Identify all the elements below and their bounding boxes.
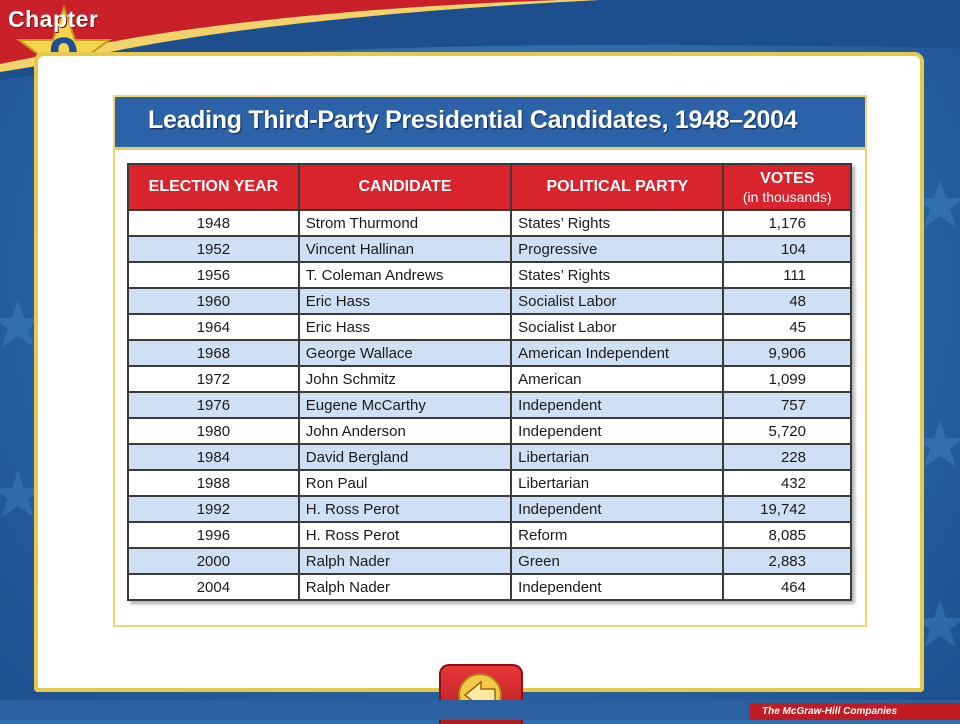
cell-votes: 228 (723, 444, 851, 470)
cell-party: Independent (511, 496, 723, 522)
table-row (128, 288, 851, 314)
table-header-row (128, 164, 851, 210)
table-row (128, 574, 851, 600)
cell-votes: 1,099 (723, 366, 851, 392)
cell-votes: 9,906 (723, 340, 851, 366)
cell-votes: 19,742 (723, 496, 851, 522)
table-row (128, 262, 851, 288)
cell-year: 1952 (128, 236, 299, 262)
cell-party: Independent (511, 574, 723, 600)
cell-year: 1992 (128, 496, 299, 522)
cell-candidate: John Anderson (299, 418, 511, 444)
table-row (128, 522, 851, 548)
cell-candidate: Ralph Nader (299, 574, 511, 600)
cell-candidate: Ralph Nader (299, 548, 511, 574)
cell-year: 2000 (128, 548, 299, 574)
table-row (128, 366, 851, 392)
cell-candidate: Eugene McCarthy (299, 392, 511, 418)
table-row (128, 444, 851, 470)
cell-year: 1948 (128, 210, 299, 236)
table-body (128, 210, 851, 600)
cell-votes: 464 (723, 574, 851, 600)
candidates-table (127, 163, 852, 601)
cell-year: 1972 (128, 366, 299, 392)
cell-year: 1988 (128, 470, 299, 496)
cell-candidate: Ron Paul (299, 470, 511, 496)
cell-candidate: Vincent Hallinan (299, 236, 511, 262)
cell-candidate: H. Ross Perot (299, 522, 511, 548)
header-votes-label: VOTES (760, 169, 815, 187)
cell-party: Libertarian (511, 470, 723, 496)
cell-party: Socialist Labor (511, 314, 723, 340)
cell-votes: 111 (723, 262, 851, 288)
cell-year: 1956 (128, 262, 299, 288)
table-row (128, 392, 851, 418)
cell-votes: 45 (723, 314, 851, 340)
cell-votes: 432 (723, 470, 851, 496)
cell-party: American (511, 366, 723, 392)
header-candidate: CANDIDATE (299, 164, 511, 210)
table-area (125, 161, 855, 605)
cell-year: 1980 (128, 418, 299, 444)
cell-year: 1960 (128, 288, 299, 314)
cell-year: 1976 (128, 392, 299, 418)
cell-party: Libertarian (511, 444, 723, 470)
cell-year: 1964 (128, 314, 299, 340)
table-frame (113, 95, 867, 627)
cell-candidate: John Schmitz (299, 366, 511, 392)
header-election-year: ELECTION YEAR (128, 164, 299, 210)
cell-candidate: H. Ross Perot (299, 496, 511, 522)
table-row (128, 236, 851, 262)
cell-year: 1984 (128, 444, 299, 470)
cell-party: States’ Rights (511, 262, 723, 288)
publisher-badge (750, 703, 960, 720)
cell-party: Reform (511, 522, 723, 548)
table-row (128, 314, 851, 340)
cell-candidate: T. Coleman Andrews (299, 262, 511, 288)
cell-candidate: George Wallace (299, 340, 511, 366)
cell-party: American Independent (511, 340, 723, 366)
cell-candidate: Eric Hass (299, 288, 511, 314)
cell-candidate: Eric Hass (299, 314, 511, 340)
cell-party: Progressive (511, 236, 723, 262)
cell-votes: 2,883 (723, 548, 851, 574)
cell-year: 1968 (128, 340, 299, 366)
title-bar (115, 97, 865, 150)
chapter-label: Chapter (8, 6, 99, 32)
cell-votes: 104 (723, 236, 851, 262)
cell-votes: 5,720 (723, 418, 851, 444)
table-row (128, 548, 851, 574)
cell-party: States’ Rights (511, 210, 723, 236)
cell-votes: 48 (723, 288, 851, 314)
cell-year: 2004 (128, 574, 299, 600)
table-row (128, 210, 851, 236)
cell-candidate: David Bergland (299, 444, 511, 470)
cell-votes: 1,176 (723, 210, 851, 236)
cell-party: Socialist Labor (511, 288, 723, 314)
publisher-name: The McGraw-Hill Companies (762, 706, 898, 717)
table-row (128, 418, 851, 444)
cell-party: Independent (511, 418, 723, 444)
page-title: Leading Third-Party Presidential Candidates, 1948–2004 (148, 106, 798, 134)
table-row (128, 340, 851, 366)
table-row (128, 470, 851, 496)
table-row (128, 496, 851, 522)
header-votes (723, 164, 851, 210)
cell-party: Green (511, 548, 723, 574)
cell-candidate: Strom Thurmond (299, 210, 511, 236)
header-votes-unit: (in thousands) (742, 188, 832, 205)
cell-votes: 8,085 (723, 522, 851, 548)
cell-votes: 757 (723, 392, 851, 418)
cell-party: Independent (511, 392, 723, 418)
cell-year: 1996 (128, 522, 299, 548)
header-political-party: POLITICAL PARTY (511, 164, 723, 210)
